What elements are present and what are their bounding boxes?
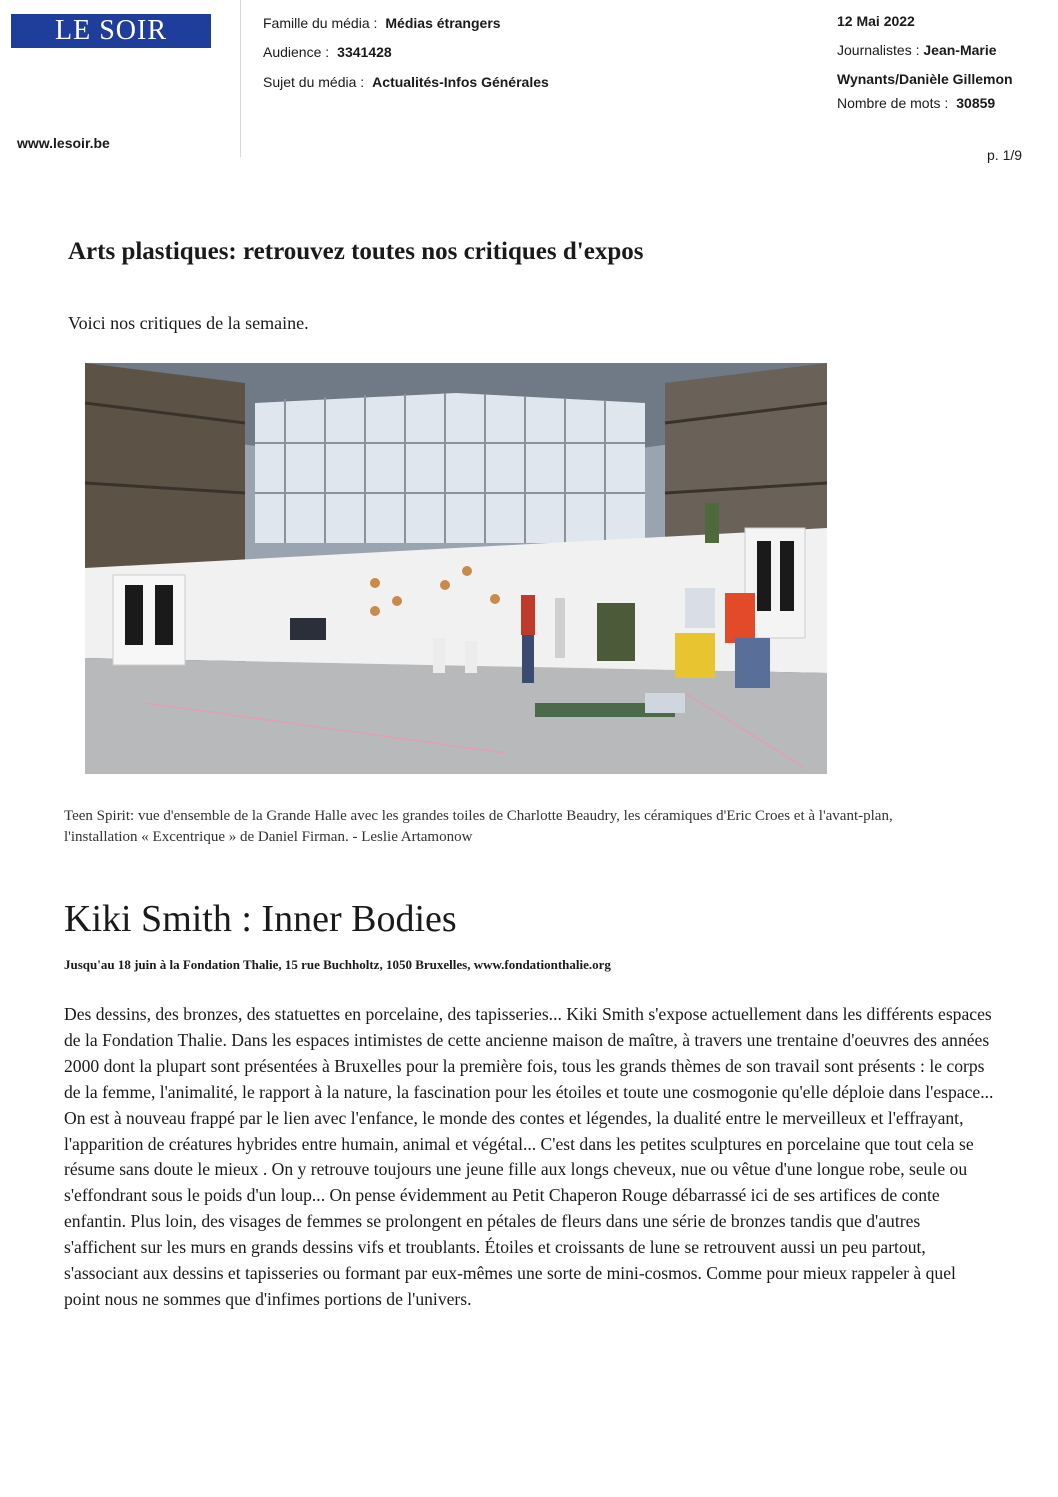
section-title: Kiki Smith : Inner Bodies: [64, 898, 457, 940]
famille-label: Famille du média :: [263, 15, 378, 31]
mots-label: Nombre de mots :: [837, 95, 949, 111]
journalistes-label: Journalistes :: [837, 42, 920, 58]
venue-info: Jusqu'au 18 juin à la Fondation Thalie, 15 rue Buchholtz, 1050 Bruxelles, www.fondationthalie.org: [64, 957, 611, 972]
mots-value: 30859: [956, 95, 996, 111]
photo-caption: Teen Spirit: vue d'ensemble de la Grande Halle avec les grandes toiles de Charlotte Beaudry, les céramiques d'Eric Croes et à l'avant-plan, l'installation « Excentrique » de Daniel Firman. - Leslie Artamonow: [64, 808, 893, 845]
article-headline: Arts plastiques: retrouvez toutes nos critiques d'expos: [68, 238, 644, 265]
header-divider: [240, 0, 241, 157]
date: 12 Mai 2022: [837, 13, 915, 29]
le-soir-logo: LE SOIR: [11, 14, 211, 48]
mots-row: [837, 94, 995, 112]
sujet-label: Sujet du média :: [263, 74, 365, 90]
journalistes-value-1: Jean-Marie: [923, 42, 997, 58]
article-lead: Voici nos critiques de la semaine.: [68, 313, 309, 333]
journalistes-row: [837, 41, 997, 59]
sujet-value: Actualités-Infos Générales: [372, 74, 549, 90]
exhibition-photo: [85, 363, 827, 774]
audience-row: [263, 43, 392, 61]
audience-value: 3341428: [337, 44, 392, 60]
page-number: p. 1/9: [987, 147, 1023, 163]
famille-value: Médias étrangers: [385, 15, 501, 31]
site-url[interactable]: www.lesoir.be: [17, 135, 110, 151]
article-body: Des dessins, des bronzes, des statuettes en porcelaine, des tapisseries... Kiki Smith s'expose actuellement dans les différents espaces de la Fondation Thalie. Dans les espaces intimistes de cette ancienne maison de maître, à travers une trentaine d'oeuvres des années 2000 dont la plupart sont présentées à Bruxelles pour la première fois, tous les grands thèmes de son travail sont présents : le corps de la femme, l'animalité, le rapport à la nature, la fascination pour les étoiles et toute une cosmogonie qu'elle déploie dans l'espace... On est à nouveau frappé par le lien avec l'enfance, le monde des contes et légendes, la dualité entre le merveilleux et l'effrayant, l'apparition de créatures hybrides entre humain, animal et végétal... C'est dans les petites sculptures en porcelaine que tout cela se résume sans doute le mieux . On y retrouve toujours une jeune fille aux longs cheveux, nue ou vêtue d'une longue robe, seule ou s'effondrant sous le poids d'un loup... On pense évidemment au Petit Chaperon Rouge débarrassé ici de ses artifices de conte enfantin. Plus loin, des visages de femmes se prolongent en pétales de fleurs dans une série de bronzes tandis que d'autres s'affichent sur les murs en grands dessins vifs et troublants. Étoiles et croissants de lune se retrouvent aussi un peu partout, s'associant aux dessins et tapisseries ou formant par eux-mêmes une sorte de mini-cosmos. Comme pour mieux rappeler à quel point nous ne sommes que d'infimes portions de l'univers.: [64, 1004, 994, 1309]
audience-label: Audience :: [263, 44, 330, 60]
journalistes-value-2: Wynants/Danièle Gillemon: [837, 71, 1013, 87]
famille-row: [263, 14, 501, 32]
sujet-row: [263, 73, 549, 91]
